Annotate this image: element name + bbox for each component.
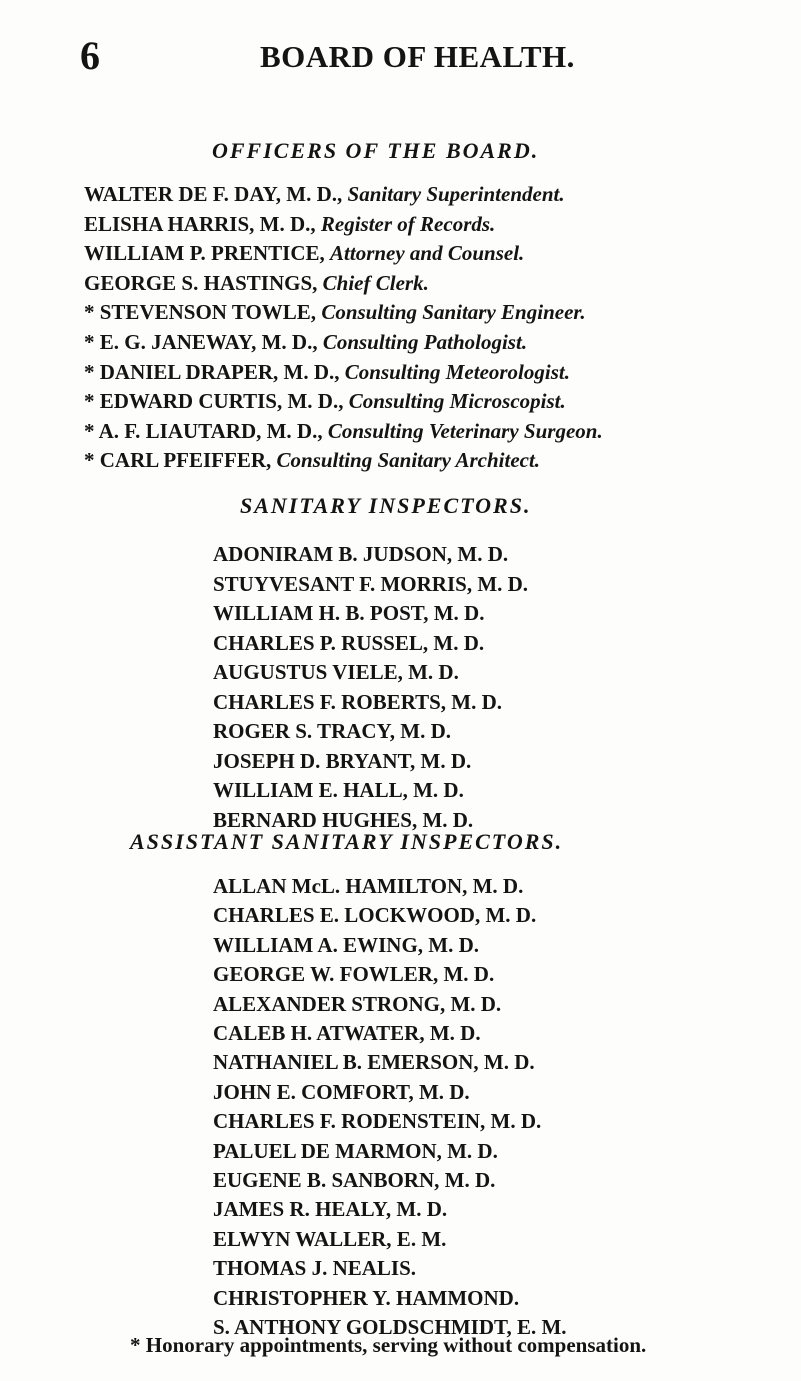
officer-name: * A. F. LIAUTARD, M. D., bbox=[84, 418, 328, 443]
assistant-inspector-name: CALEB H. ATWATER, M. D. bbox=[213, 1021, 481, 1046]
officer-entry bbox=[84, 446, 603, 476]
inspector-name: WILLIAM H. B. POST, M. D. bbox=[213, 601, 485, 625]
assistant-inspector-name: S. ANTHONY GOLDSCHMIDT, E. M. bbox=[213, 1315, 567, 1340]
officer-entry bbox=[84, 239, 603, 269]
page-header bbox=[80, 26, 720, 86]
officers-list bbox=[84, 180, 603, 476]
assistant-inspector-name: JOHN E. COMFORT, M. D. bbox=[213, 1079, 470, 1104]
officers-heading: OFFICERS OF THE BOARD. bbox=[212, 138, 540, 163]
officer-name: * CARL PFEIFFER, bbox=[84, 448, 277, 473]
inspector-name: CHARLES F. ROBERTS, M. D. bbox=[213, 689, 503, 714]
honorary-footnote: * Honorary appointments, serving without compensation. bbox=[130, 1333, 647, 1357]
running-title: BOARD OF HEALTH. bbox=[260, 39, 575, 74]
assistant-inspector-name: CHRISTOPHER Y. HAMMOND. bbox=[213, 1285, 520, 1310]
assistant-inspector-name: WILLIAM A. EWING, M. D. bbox=[213, 932, 480, 957]
officer-entry bbox=[84, 298, 603, 328]
inspector-name: AUGUSTUS VIELE, M. D. bbox=[213, 660, 459, 684]
page-number: 6 bbox=[80, 33, 100, 78]
officer-name: * STEVENSON TOWLE, bbox=[84, 300, 322, 325]
officer-name: ELISHA HARRIS, M. D., bbox=[84, 211, 321, 236]
assistant-inspector-name: CHARLES F. RODENSTEIN, M. D. bbox=[213, 1109, 542, 1134]
assistant-inspector-name: EUGENE B. SANBORN, M. D. bbox=[213, 1168, 496, 1193]
officer-role: Consulting Sanitary Engineer. bbox=[321, 300, 586, 325]
assistant-inspector-name: THOMAS J. NEALIS. bbox=[213, 1256, 417, 1281]
inspector-name: STUYVESANT F. MORRIS, M. D. bbox=[213, 571, 529, 596]
officer-entry bbox=[84, 358, 603, 388]
sanitary-inspectors-heading: SANITARY INSPECTORS. bbox=[240, 493, 532, 518]
inspector-name: JOSEPH D. BRYANT, M. D. bbox=[213, 748, 472, 773]
assistant-inspector-name: ALLAN McL. HAMILTON, M. D. bbox=[213, 874, 524, 898]
officer-entry bbox=[84, 180, 603, 210]
assistant-inspector-name: NATHANIEL B. EMERSON, M. D. bbox=[213, 1050, 535, 1075]
sanitary-inspectors-list bbox=[213, 540, 528, 835]
officer-role: Consulting Meteorologist. bbox=[344, 359, 570, 384]
officer-role: Register of Records. bbox=[320, 211, 496, 236]
inspector-name: CHARLES P. RUSSEL, M. D. bbox=[213, 630, 485, 655]
officer-name: * EDWARD CURTIS, M. D., bbox=[84, 389, 349, 414]
assistant-inspectors-list bbox=[213, 872, 567, 1343]
officer-role: Consulting Veterinary Surgeon. bbox=[327, 418, 603, 443]
officer-role: Consulting Microscopist. bbox=[348, 389, 566, 414]
officer-entry bbox=[84, 387, 603, 417]
officer-entry bbox=[84, 269, 603, 299]
officer-entry bbox=[84, 328, 603, 358]
assistant-inspector-name: GEORGE W. FOWLER, M. D. bbox=[213, 962, 495, 987]
officer-name: WILLIAM P. PRENTICE, bbox=[84, 241, 331, 266]
officer-name: * E. G. JANEWAY, M. D., bbox=[84, 329, 323, 354]
inspector-name: ADONIRAM B. JUDSON, M. D. bbox=[213, 542, 509, 566]
officer-role: Attorney and Counsel. bbox=[330, 241, 525, 266]
inspector-name: BERNARD HUGHES, M. D. bbox=[213, 807, 474, 832]
inspector-name: WILLIAM E. HALL, M. D. bbox=[213, 778, 464, 802]
assistant-inspectors-heading: ASSISTANT SANITARY INSPECTORS. bbox=[130, 829, 564, 854]
officer-role: Consulting Pathologist. bbox=[322, 329, 528, 354]
officer-role: Sanitary Superintendent. bbox=[347, 182, 565, 206]
officer-entry bbox=[84, 417, 603, 447]
assistant-inspector-name: PALUEL DE MARMON, M. D. bbox=[213, 1138, 498, 1163]
officer-name: WALTER DE F. DAY, M. D., bbox=[84, 182, 348, 206]
assistant-inspector-name: JAMES R. HEALY, M. D. bbox=[213, 1197, 448, 1222]
officer-entry bbox=[84, 210, 603, 240]
assistant-inspector-name: ELWYN WALLER, E. M. bbox=[213, 1226, 447, 1251]
officer-name: GEORGE S. HASTINGS, bbox=[84, 270, 323, 295]
officer-role: Chief Clerk. bbox=[322, 270, 429, 295]
assistant-inspector-name: CHARLES E. LOCKWOOD, M. D. bbox=[213, 903, 537, 928]
officer-role: Consulting Sanitary Architect. bbox=[276, 448, 541, 473]
officer-name: * DANIEL DRAPER, M. D., bbox=[84, 359, 345, 384]
inspector-name: ROGER S. TRACY, M. D. bbox=[213, 719, 452, 743]
assistant-inspector-name: ALEXANDER STRONG, M. D. bbox=[213, 991, 502, 1016]
